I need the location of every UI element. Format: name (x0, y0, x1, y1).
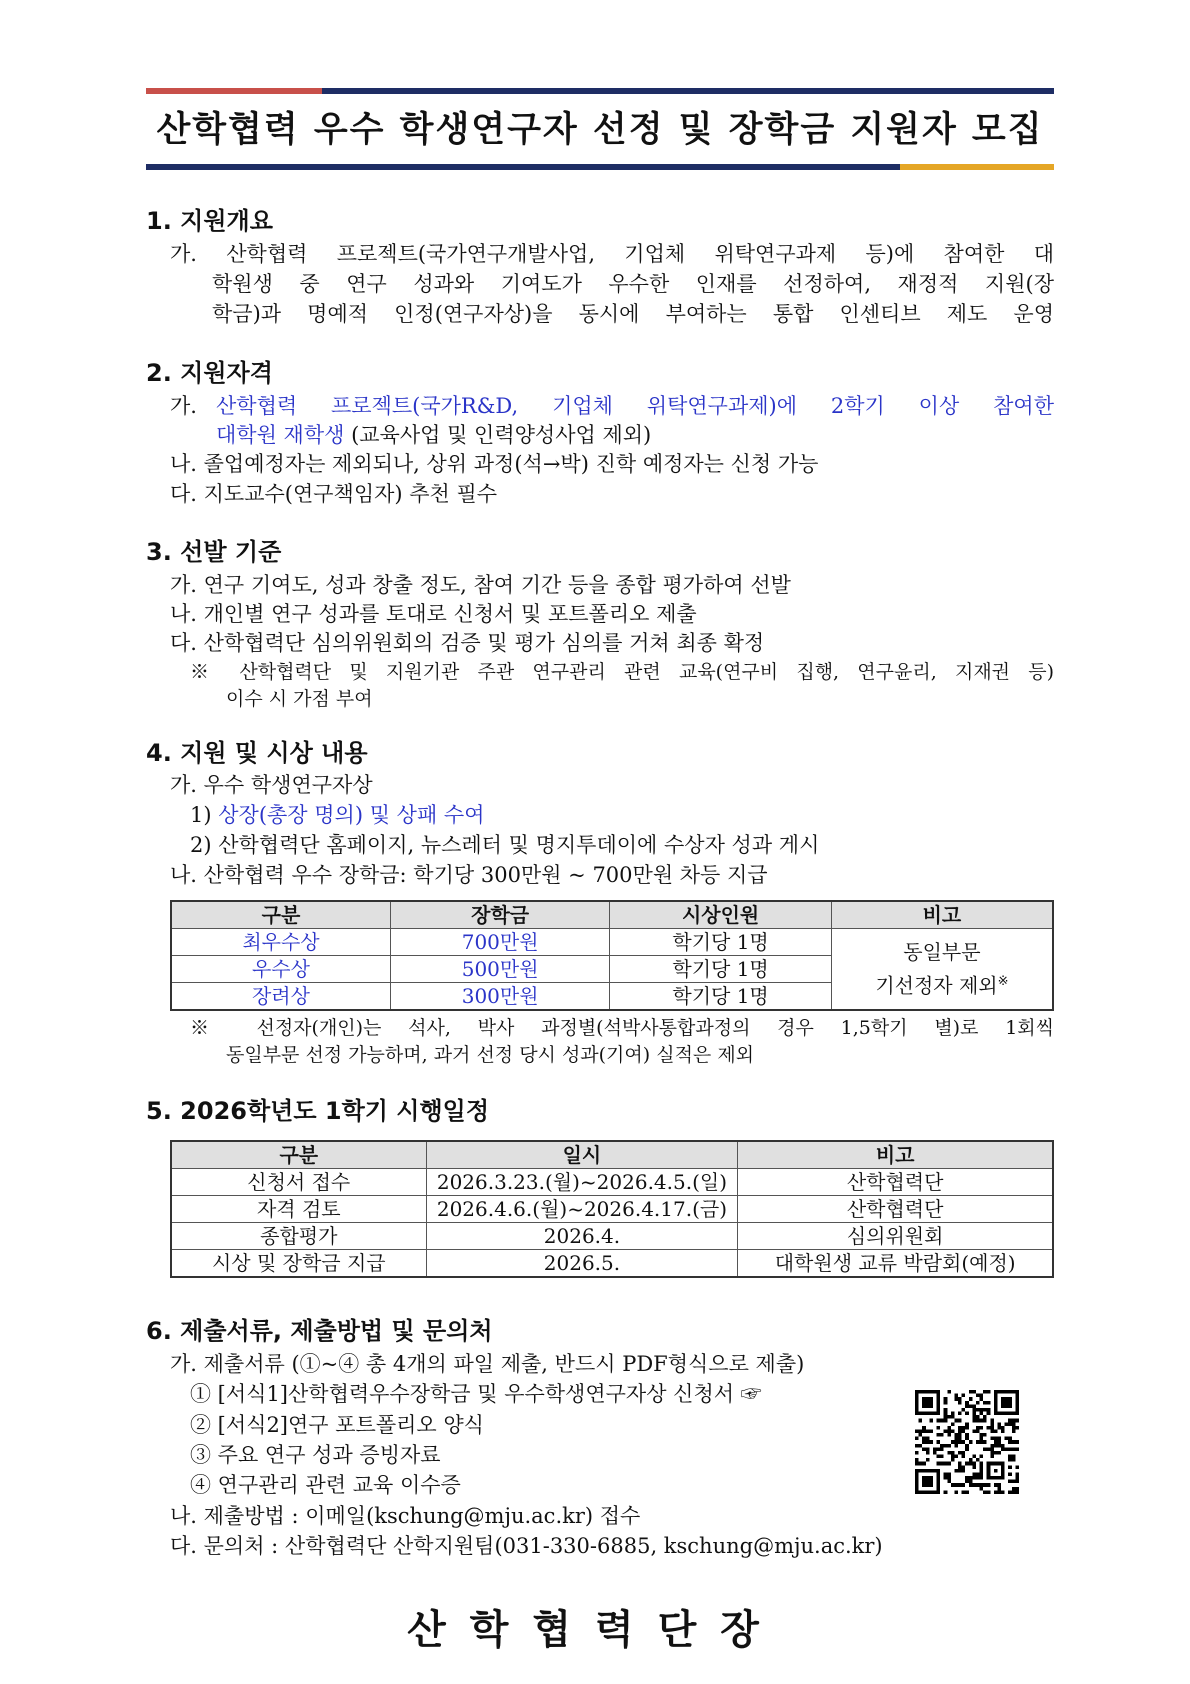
scholarship-table (170, 900, 1054, 1011)
schedule-note: 심의위원회 (738, 1223, 1053, 1250)
section-3-heading: 3. 선발 기준 (146, 538, 282, 566)
s6-doc-1: ① [서식1]산학협력우수장학금 및 우수학생연구자상 신청서 ☞ (190, 1382, 762, 1406)
schedule-item: 신청서 접수 (171, 1169, 426, 1196)
table-row (171, 1250, 1053, 1278)
s6-item-b: 나. 제출방법 : 이메일(kschung@mju.ac.kr) 접수 (170, 1504, 641, 1528)
column-header: 시상인원 (610, 901, 831, 929)
scholarship-table-header (171, 901, 1053, 929)
header-bottom-bar (146, 164, 1054, 170)
s1-item-a-line3: 학금)과 명예적 인정(연구자상)을 동시에 부여하는 통합 인센티브 제도 운영 (212, 302, 1054, 326)
remark-line2 (832, 967, 1052, 1001)
award-amount: 500만원 (390, 956, 609, 983)
s4-note-line2: 동일부문 선정 가능하며, 과거 선정 당시 성과(기여) 실적은 제외 (226, 1044, 755, 1066)
s4-item-a1-num: 1) (190, 803, 212, 827)
column-header: 비고 (738, 1141, 1053, 1169)
column-header: 구분 (171, 1141, 426, 1169)
s2-item-a-highlight: 대학원 재학생 (216, 423, 345, 447)
table-row (171, 1223, 1053, 1250)
award-type: 우수상 (171, 956, 390, 983)
s6-doc-3: ③ 주요 연구 성과 증빙자료 (190, 1443, 441, 1467)
schedule-note: 산학협력단 (738, 1169, 1053, 1196)
s2-item-a-line2 (216, 421, 651, 450)
remark-text: 기선정자 제외 (875, 973, 998, 998)
column-header: 장학금 (390, 901, 609, 929)
s4-note-line1: ※ 선정자(개인)는 석사, 박사 과정별(석박사통합과정의 경우 1,5학기 별)로 1회씩 (190, 1017, 1054, 1039)
s3-item-a: 가. 연구 기여도, 성과 창출 정도, 참여 기간 등을 종합 평가하여 선발 (170, 573, 791, 597)
s6-item-a: 가. 제출서류 (①~④ 총 4개의 파일 제출, 반드시 PDF형식으로 제출) (170, 1352, 805, 1376)
award-count: 학기당 1명 (610, 983, 831, 1011)
s3-note-line1: ※ 산학협력단 및 지원기관 주관 연구관리 관련 교육(연구비 집행, 연구윤리, 지재권 등) (190, 661, 1054, 683)
award-type: 장려상 (171, 983, 390, 1011)
schedule-table (170, 1140, 1054, 1278)
award-count: 학기당 1명 (610, 956, 831, 983)
section-6-heading: 6. 제출서류, 제출방법 및 문의처 (146, 1317, 493, 1345)
column-header: 비고 (831, 901, 1053, 929)
s3-item-b: 나. 개인별 연구 성과를 토대로 신청서 및 포트폴리오 제출 (170, 602, 697, 626)
award-remark (831, 929, 1053, 1011)
s4-item-a2: 2) 산학협력단 홈페이지, 뉴스레터 및 명지투데이에 수상자 성과 게시 (190, 833, 820, 857)
section-1-heading: 1. 지원개요 (146, 207, 273, 235)
schedule-date: 2026.4. (426, 1223, 738, 1250)
s6-doc-4: ④ 연구관리 관련 교육 이수증 (190, 1473, 461, 1497)
s4-item-a: 가. 우수 학생연구자상 (170, 773, 373, 797)
schedule-date: 2026.3.23.(월)~2026.4.5.(일) (426, 1169, 738, 1196)
award-count: 학기당 1명 (610, 929, 831, 956)
qr-code-icon[interactable] (915, 1390, 1019, 1494)
s3-note-line2: 이수 시 가점 부여 (226, 688, 373, 710)
s2-item-a-prefix: 가. (170, 394, 197, 418)
award-amount: 700만원 (390, 929, 609, 956)
schedule-table-header (171, 1141, 1053, 1169)
award-type: 최우수상 (171, 929, 390, 956)
schedule-note: 대학원생 교류 박람회(예정) (738, 1250, 1053, 1278)
column-header: 구분 (171, 901, 390, 929)
schedule-item: 종합평가 (171, 1223, 426, 1250)
s2-item-a-rest: (교육사업 및 인력양성사업 제외) (344, 423, 652, 447)
table-row (171, 1169, 1053, 1196)
s4-item-a1-text: 상장(총장 명의) 및 상패 수여 (218, 803, 485, 827)
schedule-item: 시상 및 장학금 지급 (171, 1250, 426, 1278)
schedule-date: 2026.5. (426, 1250, 738, 1278)
s1-item-a-line1: 가. 산학협력 프로젝트(국가연구개발사업, 기업체 위탁연구과제 등)에 참여한 대 (170, 242, 1054, 266)
section-4-heading: 4. 지원 및 시상 내용 (146, 739, 368, 767)
page-title: 산학협력 우수 학생연구자 선정 및 장학금 지원자 모집 (156, 110, 1044, 150)
s1-item-a-line2: 학원생 중 연구 성과와 기여도가 우수한 인재를 선정하여, 재정적 지원(장 (212, 272, 1054, 296)
s6-item-c: 다. 문의처 : 산학협력단 산학지원팀(031-330-6885, kschung@mju.ac.kr) (170, 1534, 883, 1558)
remark-mark: ※ (997, 974, 1009, 990)
s3-item-c: 다. 산학협력단 심의위원회의 검증 및 평가 심의를 거쳐 최종 확정 (170, 631, 765, 655)
s2-item-c: 다. 지도교수(연구책임자) 추천 필수 (170, 482, 498, 506)
award-amount: 300만원 (390, 983, 609, 1011)
signature: 산학협력단장 (407, 1607, 783, 1653)
column-header: 일시 (426, 1141, 738, 1169)
s2-item-b: 나. 졸업예정자는 제외되나, 상위 과정(석→박) 진학 예정자는 신청 가능 (170, 452, 819, 476)
schedule-item: 자격 검토 (171, 1196, 426, 1223)
section-5-heading: 5. 2026학년도 1학기 시행일정 (146, 1097, 490, 1125)
header-top-bar (146, 88, 1054, 94)
schedule-note: 산학협력단 (738, 1196, 1053, 1223)
table-row (171, 1196, 1053, 1223)
table-row (171, 929, 1053, 956)
remark-line1: 동일부문 (903, 940, 981, 965)
s6-doc-2: ② [서식2]연구 포트폴리오 양식 (190, 1413, 484, 1437)
s4-item-a1 (190, 801, 484, 830)
schedule-date: 2026.4.6.(월)~2026.4.17.(금) (426, 1196, 738, 1223)
section-2-heading: 2. 지원자격 (146, 359, 273, 387)
s2-item-a-line1: 산학협력 프로젝트(국가R&D, 기업체 위탁연구과제)에 2학기 이상 참여한 (216, 394, 1054, 418)
s4-item-b: 나. 산학협력 우수 장학금: 학기당 300만원 ~ 700만원 차등 지급 (170, 863, 768, 887)
